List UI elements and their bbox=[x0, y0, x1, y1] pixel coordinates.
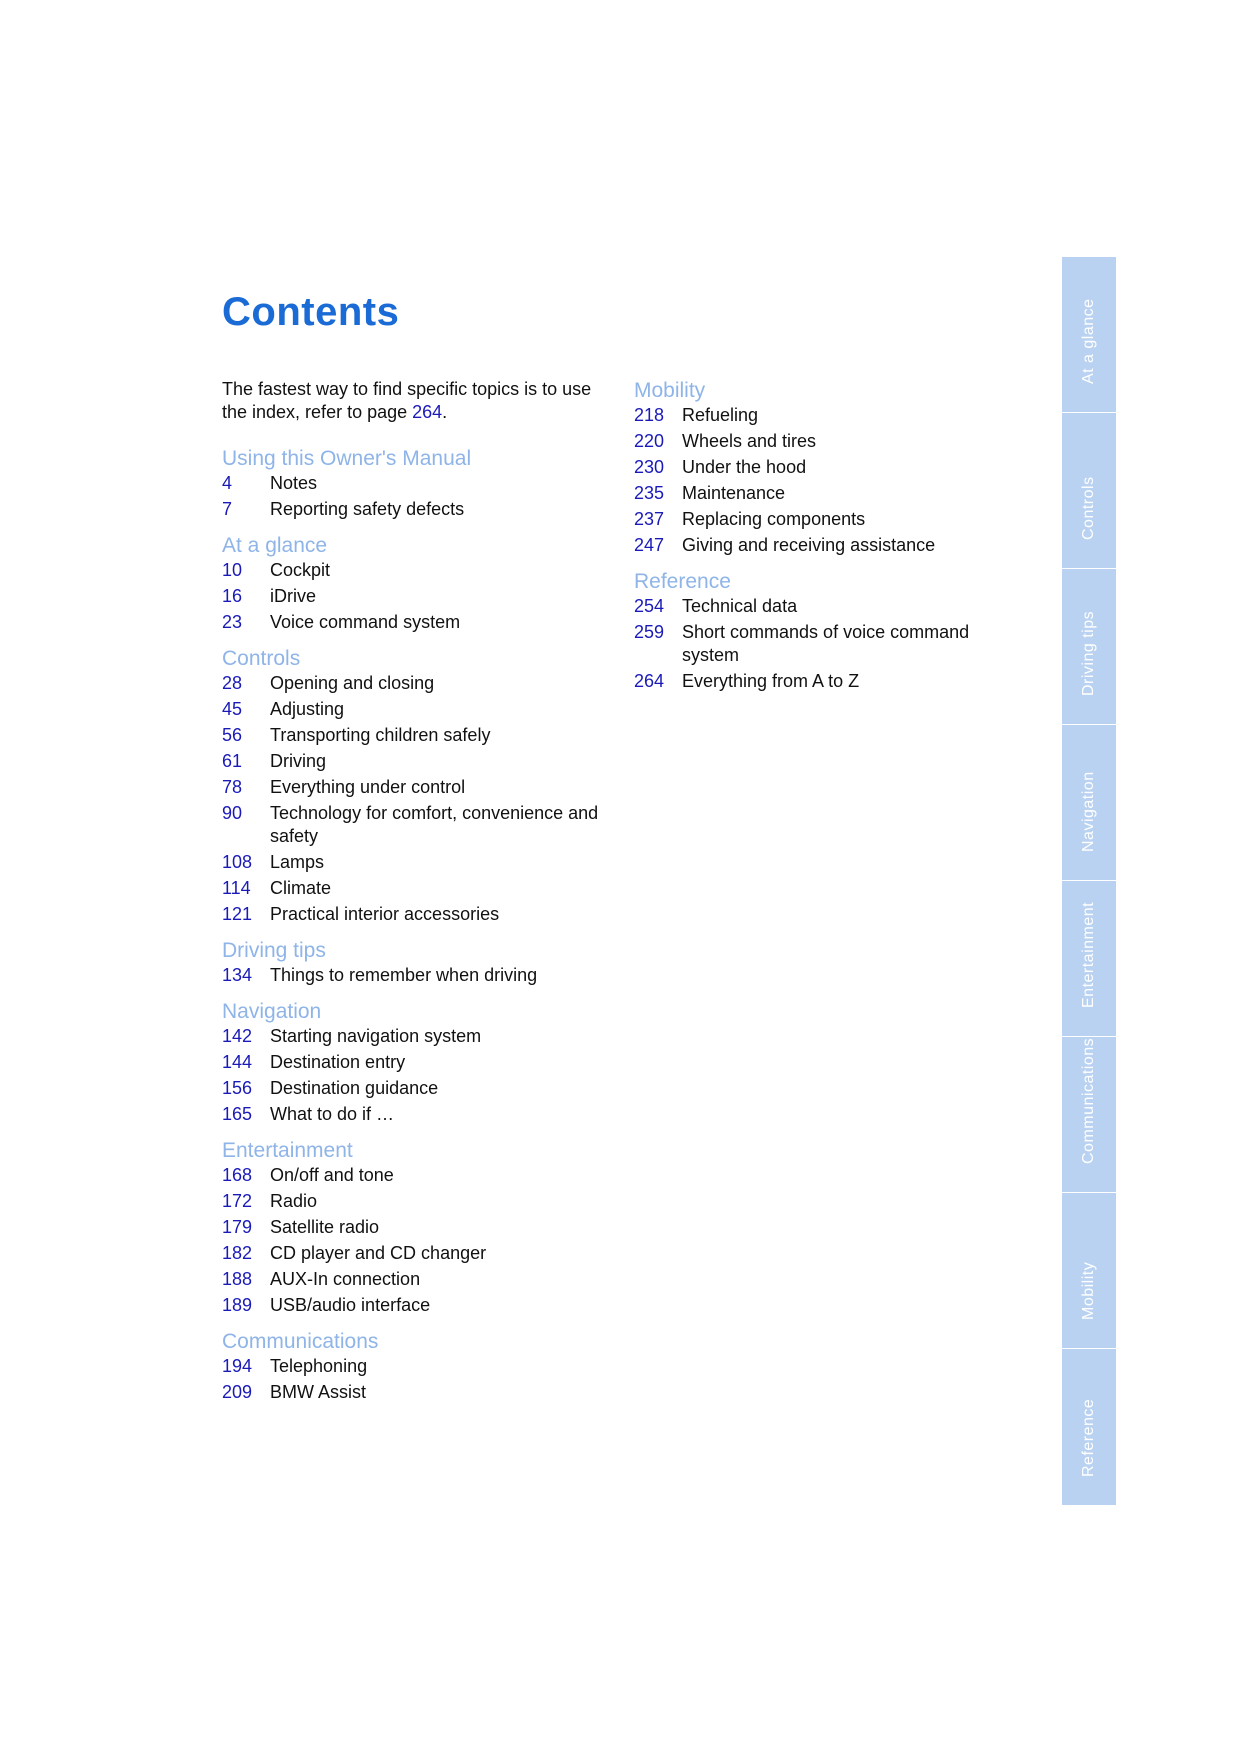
toc-entry-page[interactable]: 209 bbox=[222, 1382, 253, 1402]
toc-entry-page[interactable]: 259 bbox=[634, 622, 665, 642]
section-heading-navigation: Navigation bbox=[222, 1000, 322, 1023]
toc-entry[interactable] bbox=[634, 534, 1004, 557]
toc-entry[interactable] bbox=[634, 404, 1004, 427]
toc-entry[interactable] bbox=[222, 802, 612, 848]
toc-list-reference bbox=[634, 595, 1004, 693]
toc-entry-title[interactable]: Everything from A to Z bbox=[682, 671, 860, 691]
side-tab-label: Controls bbox=[1080, 476, 1097, 540]
toc-entry-title[interactable]: Transporting children safely bbox=[270, 725, 491, 745]
toc-list-driving-tips bbox=[222, 964, 612, 987]
toc-entry-title[interactable]: On/off and tone bbox=[270, 1165, 394, 1185]
side-tab-entertainment[interactable] bbox=[1062, 881, 1116, 1037]
toc-entry-title[interactable]: Everything under control bbox=[270, 777, 466, 797]
toc-entry-page[interactable]: 182 bbox=[222, 1243, 253, 1263]
intro-text-after: . bbox=[442, 402, 448, 422]
toc-entry[interactable] bbox=[222, 903, 612, 926]
toc-list-entertainment bbox=[222, 1164, 612, 1317]
toc-right-column bbox=[634, 378, 1004, 705]
toc-entry-title[interactable]: Refueling bbox=[682, 405, 759, 425]
toc-entry-title[interactable]: Satellite radio bbox=[270, 1217, 380, 1237]
toc-entry-page[interactable]: 134 bbox=[222, 965, 253, 985]
side-tab-label: Driving tips bbox=[1080, 610, 1097, 696]
index-page-link[interactable]: 264 bbox=[412, 402, 443, 422]
side-tab-label: Navigation bbox=[1080, 771, 1097, 852]
toc-entry[interactable] bbox=[222, 1051, 612, 1074]
toc-entry[interactable] bbox=[634, 508, 1004, 531]
toc-entry-title[interactable]: Starting navigation system bbox=[270, 1026, 482, 1046]
toc-entry[interactable] bbox=[634, 430, 1004, 453]
toc-entry[interactable] bbox=[222, 776, 612, 799]
toc-entry-page[interactable]: 121 bbox=[222, 904, 253, 924]
toc-entry-page[interactable]: 45 bbox=[222, 699, 243, 719]
side-tab-reference[interactable] bbox=[1062, 1349, 1116, 1505]
toc-entry-title[interactable]: CD player and CD changer bbox=[270, 1243, 487, 1263]
toc-entry-title[interactable]: Lamps bbox=[270, 852, 325, 872]
toc-entry-title[interactable]: Destination guidance bbox=[270, 1078, 439, 1098]
side-tab-at-a-glance[interactable] bbox=[1062, 257, 1116, 413]
toc-entry[interactable] bbox=[222, 672, 612, 695]
toc-entry-title[interactable]: Short commands of voice command system bbox=[682, 622, 970, 665]
side-tab-controls[interactable] bbox=[1062, 413, 1116, 569]
toc-entry-page[interactable]: 220 bbox=[634, 431, 665, 451]
toc-entry[interactable] bbox=[222, 1268, 612, 1291]
section-heading-communications: Communications bbox=[222, 1330, 379, 1353]
toc-entry-title[interactable]: Opening and closing bbox=[270, 673, 435, 693]
toc-entry-title[interactable]: Technology for comfort, convenience and safety bbox=[270, 803, 599, 846]
toc-entry[interactable] bbox=[222, 698, 612, 721]
toc-entry-page[interactable]: 218 bbox=[634, 405, 665, 425]
intro-text-before: The fastest way to find specific topics is to use the index, refer to page bbox=[222, 379, 592, 422]
toc-entry-page[interactable]: 188 bbox=[222, 1269, 253, 1289]
toc-entry-page[interactable]: 56 bbox=[222, 725, 243, 745]
toc-entry-title[interactable]: Technical data bbox=[682, 596, 798, 616]
toc-list-using-this-owner-s-manual bbox=[222, 472, 612, 521]
toc-entry-title[interactable]: Adjusting bbox=[270, 699, 345, 719]
toc-entry-page[interactable]: 194 bbox=[222, 1356, 253, 1376]
left-sections bbox=[222, 446, 612, 1404]
toc-entry-page[interactable]: 168 bbox=[222, 1165, 253, 1185]
toc-entry-page[interactable]: 28 bbox=[222, 673, 243, 693]
toc-entry-title[interactable]: Radio bbox=[270, 1191, 318, 1211]
toc-entry-page[interactable]: 78 bbox=[222, 777, 243, 797]
section-heading-controls: Controls bbox=[222, 647, 301, 670]
section-heading-mobility: Mobility bbox=[634, 379, 706, 402]
toc-left-column bbox=[222, 378, 612, 1416]
toc-entry[interactable] bbox=[222, 1077, 612, 1100]
side-tab-label: Mobility bbox=[1080, 1261, 1097, 1320]
toc-entry[interactable] bbox=[222, 1381, 612, 1404]
side-tab-label: At a glance bbox=[1080, 298, 1097, 384]
toc-entry[interactable] bbox=[222, 851, 612, 874]
toc-entry-title[interactable]: Under the hood bbox=[682, 457, 807, 477]
toc-entry[interactable] bbox=[634, 621, 1004, 667]
toc-entry[interactable] bbox=[222, 472, 612, 495]
toc-list-controls bbox=[222, 672, 612, 926]
toc-entry-title[interactable]: Notes bbox=[270, 473, 318, 493]
toc-entry-title[interactable]: Reporting safety defects bbox=[270, 499, 465, 519]
toc-list-at-a-glance bbox=[222, 559, 612, 634]
toc-entry[interactable] bbox=[634, 670, 1004, 693]
toc-entry[interactable] bbox=[222, 724, 612, 747]
toc-entry-page[interactable]: 156 bbox=[222, 1078, 253, 1098]
toc-entry-title[interactable]: Cockpit bbox=[270, 560, 331, 580]
toc-entry-title[interactable]: Giving and receiving assistance bbox=[682, 535, 936, 555]
side-tab-driving-tips[interactable] bbox=[1062, 569, 1116, 725]
toc-entry-title[interactable]: Practical interior accessories bbox=[270, 904, 500, 924]
toc-entry-page[interactable]: 108 bbox=[222, 852, 253, 872]
toc-entry-page[interactable]: 114 bbox=[222, 878, 251, 898]
toc-entry-title[interactable]: Voice command system bbox=[270, 612, 461, 632]
toc-entry[interactable] bbox=[222, 877, 612, 900]
side-tab-strip bbox=[1062, 257, 1116, 1505]
section-heading-reference: Reference bbox=[634, 570, 731, 593]
right-sections bbox=[634, 378, 1004, 693]
toc-entry-page[interactable]: 144 bbox=[222, 1052, 253, 1072]
toc-entry[interactable] bbox=[222, 498, 612, 521]
toc-entry-title[interactable]: iDrive bbox=[270, 586, 317, 606]
toc-entry-title[interactable]: Climate bbox=[270, 878, 332, 898]
toc-entry-title[interactable]: USB/audio interface bbox=[270, 1295, 431, 1315]
page-title: Contents bbox=[222, 290, 400, 334]
side-tab-communications[interactable] bbox=[1062, 1037, 1116, 1193]
side-tab-label: Reference bbox=[1080, 1398, 1097, 1477]
toc-entry[interactable] bbox=[634, 595, 1004, 618]
toc-entry[interactable] bbox=[222, 1164, 612, 1187]
toc-entry-page[interactable]: 16 bbox=[222, 586, 243, 606]
intro-text bbox=[222, 378, 612, 424]
toc-entry[interactable] bbox=[222, 559, 612, 582]
toc-entry-title[interactable]: Things to remember when driving bbox=[270, 965, 538, 985]
toc-entry[interactable] bbox=[222, 1025, 612, 1048]
toc-entry[interactable] bbox=[222, 964, 612, 987]
toc-entry-page[interactable]: 61 bbox=[222, 751, 243, 771]
toc-entry-title[interactable]: What to do if … bbox=[270, 1104, 395, 1124]
toc-entry[interactable] bbox=[222, 1355, 612, 1378]
toc-entry[interactable] bbox=[222, 1216, 612, 1239]
toc-entry-page[interactable]: 142 bbox=[222, 1026, 253, 1046]
toc-entry-page[interactable]: 7 bbox=[222, 499, 233, 519]
toc-entry-title[interactable]: BMW Assist bbox=[270, 1382, 367, 1402]
toc-entry-page[interactable]: 172 bbox=[222, 1191, 253, 1211]
toc-entry[interactable] bbox=[222, 1103, 612, 1126]
toc-entry-title[interactable]: Driving bbox=[270, 751, 327, 771]
toc-entry-title[interactable]: Replacing components bbox=[682, 509, 866, 529]
toc-entry-page[interactable]: 247 bbox=[634, 535, 665, 555]
toc-list-communications bbox=[222, 1355, 612, 1404]
section-heading-driving-tips: Driving tips bbox=[222, 939, 326, 962]
toc-entry[interactable] bbox=[222, 1242, 612, 1265]
side-tab-label: Communications bbox=[1080, 1037, 1097, 1164]
toc-entry-title[interactable]: Wheels and tires bbox=[682, 431, 817, 451]
toc-entry-page[interactable]: 189 bbox=[222, 1295, 253, 1315]
toc-entry-page[interactable]: 4 bbox=[222, 473, 233, 493]
toc-entry-title[interactable]: Destination entry bbox=[270, 1052, 406, 1072]
toc-entry-title[interactable]: Maintenance bbox=[682, 483, 786, 503]
section-heading-using-this-owner-s-manual: Using this Owner's Manual bbox=[222, 447, 472, 470]
toc-entry[interactable] bbox=[222, 1190, 612, 1213]
toc-entry-title[interactable]: AUX-In connection bbox=[270, 1269, 421, 1289]
section-heading-entertainment: Entertainment bbox=[222, 1139, 353, 1162]
toc-entry[interactable] bbox=[222, 585, 612, 608]
toc-entry[interactable] bbox=[222, 611, 612, 634]
toc-entry[interactable] bbox=[222, 1294, 612, 1317]
toc-entry-page[interactable]: 254 bbox=[634, 596, 665, 616]
toc-entry[interactable] bbox=[634, 482, 1004, 505]
section-heading-at-a-glance: At a glance bbox=[222, 534, 328, 557]
toc-entry-page[interactable]: 90 bbox=[222, 803, 243, 823]
toc-entry-page[interactable]: 230 bbox=[634, 457, 665, 477]
toc-entry-page[interactable]: 23 bbox=[222, 612, 243, 632]
toc-entry-title[interactable]: Telephoning bbox=[270, 1356, 368, 1376]
side-tab-label: Entertainment bbox=[1080, 901, 1097, 1008]
toc-entry-page[interactable]: 237 bbox=[634, 509, 665, 529]
toc-entry-page[interactable]: 235 bbox=[634, 483, 665, 503]
toc-entry-page[interactable]: 165 bbox=[222, 1104, 253, 1124]
side-tab-navigation[interactable] bbox=[1062, 725, 1116, 881]
toc-entry[interactable] bbox=[634, 456, 1004, 479]
toc-list-navigation bbox=[222, 1025, 612, 1126]
toc-entry-page[interactable]: 10 bbox=[222, 560, 243, 580]
toc-entry-page[interactable]: 179 bbox=[222, 1217, 253, 1237]
toc-list-mobility bbox=[634, 404, 1004, 557]
toc-entry-page[interactable]: 264 bbox=[634, 671, 665, 691]
toc-entry[interactable] bbox=[222, 750, 612, 773]
side-tab-mobility[interactable] bbox=[1062, 1193, 1116, 1349]
